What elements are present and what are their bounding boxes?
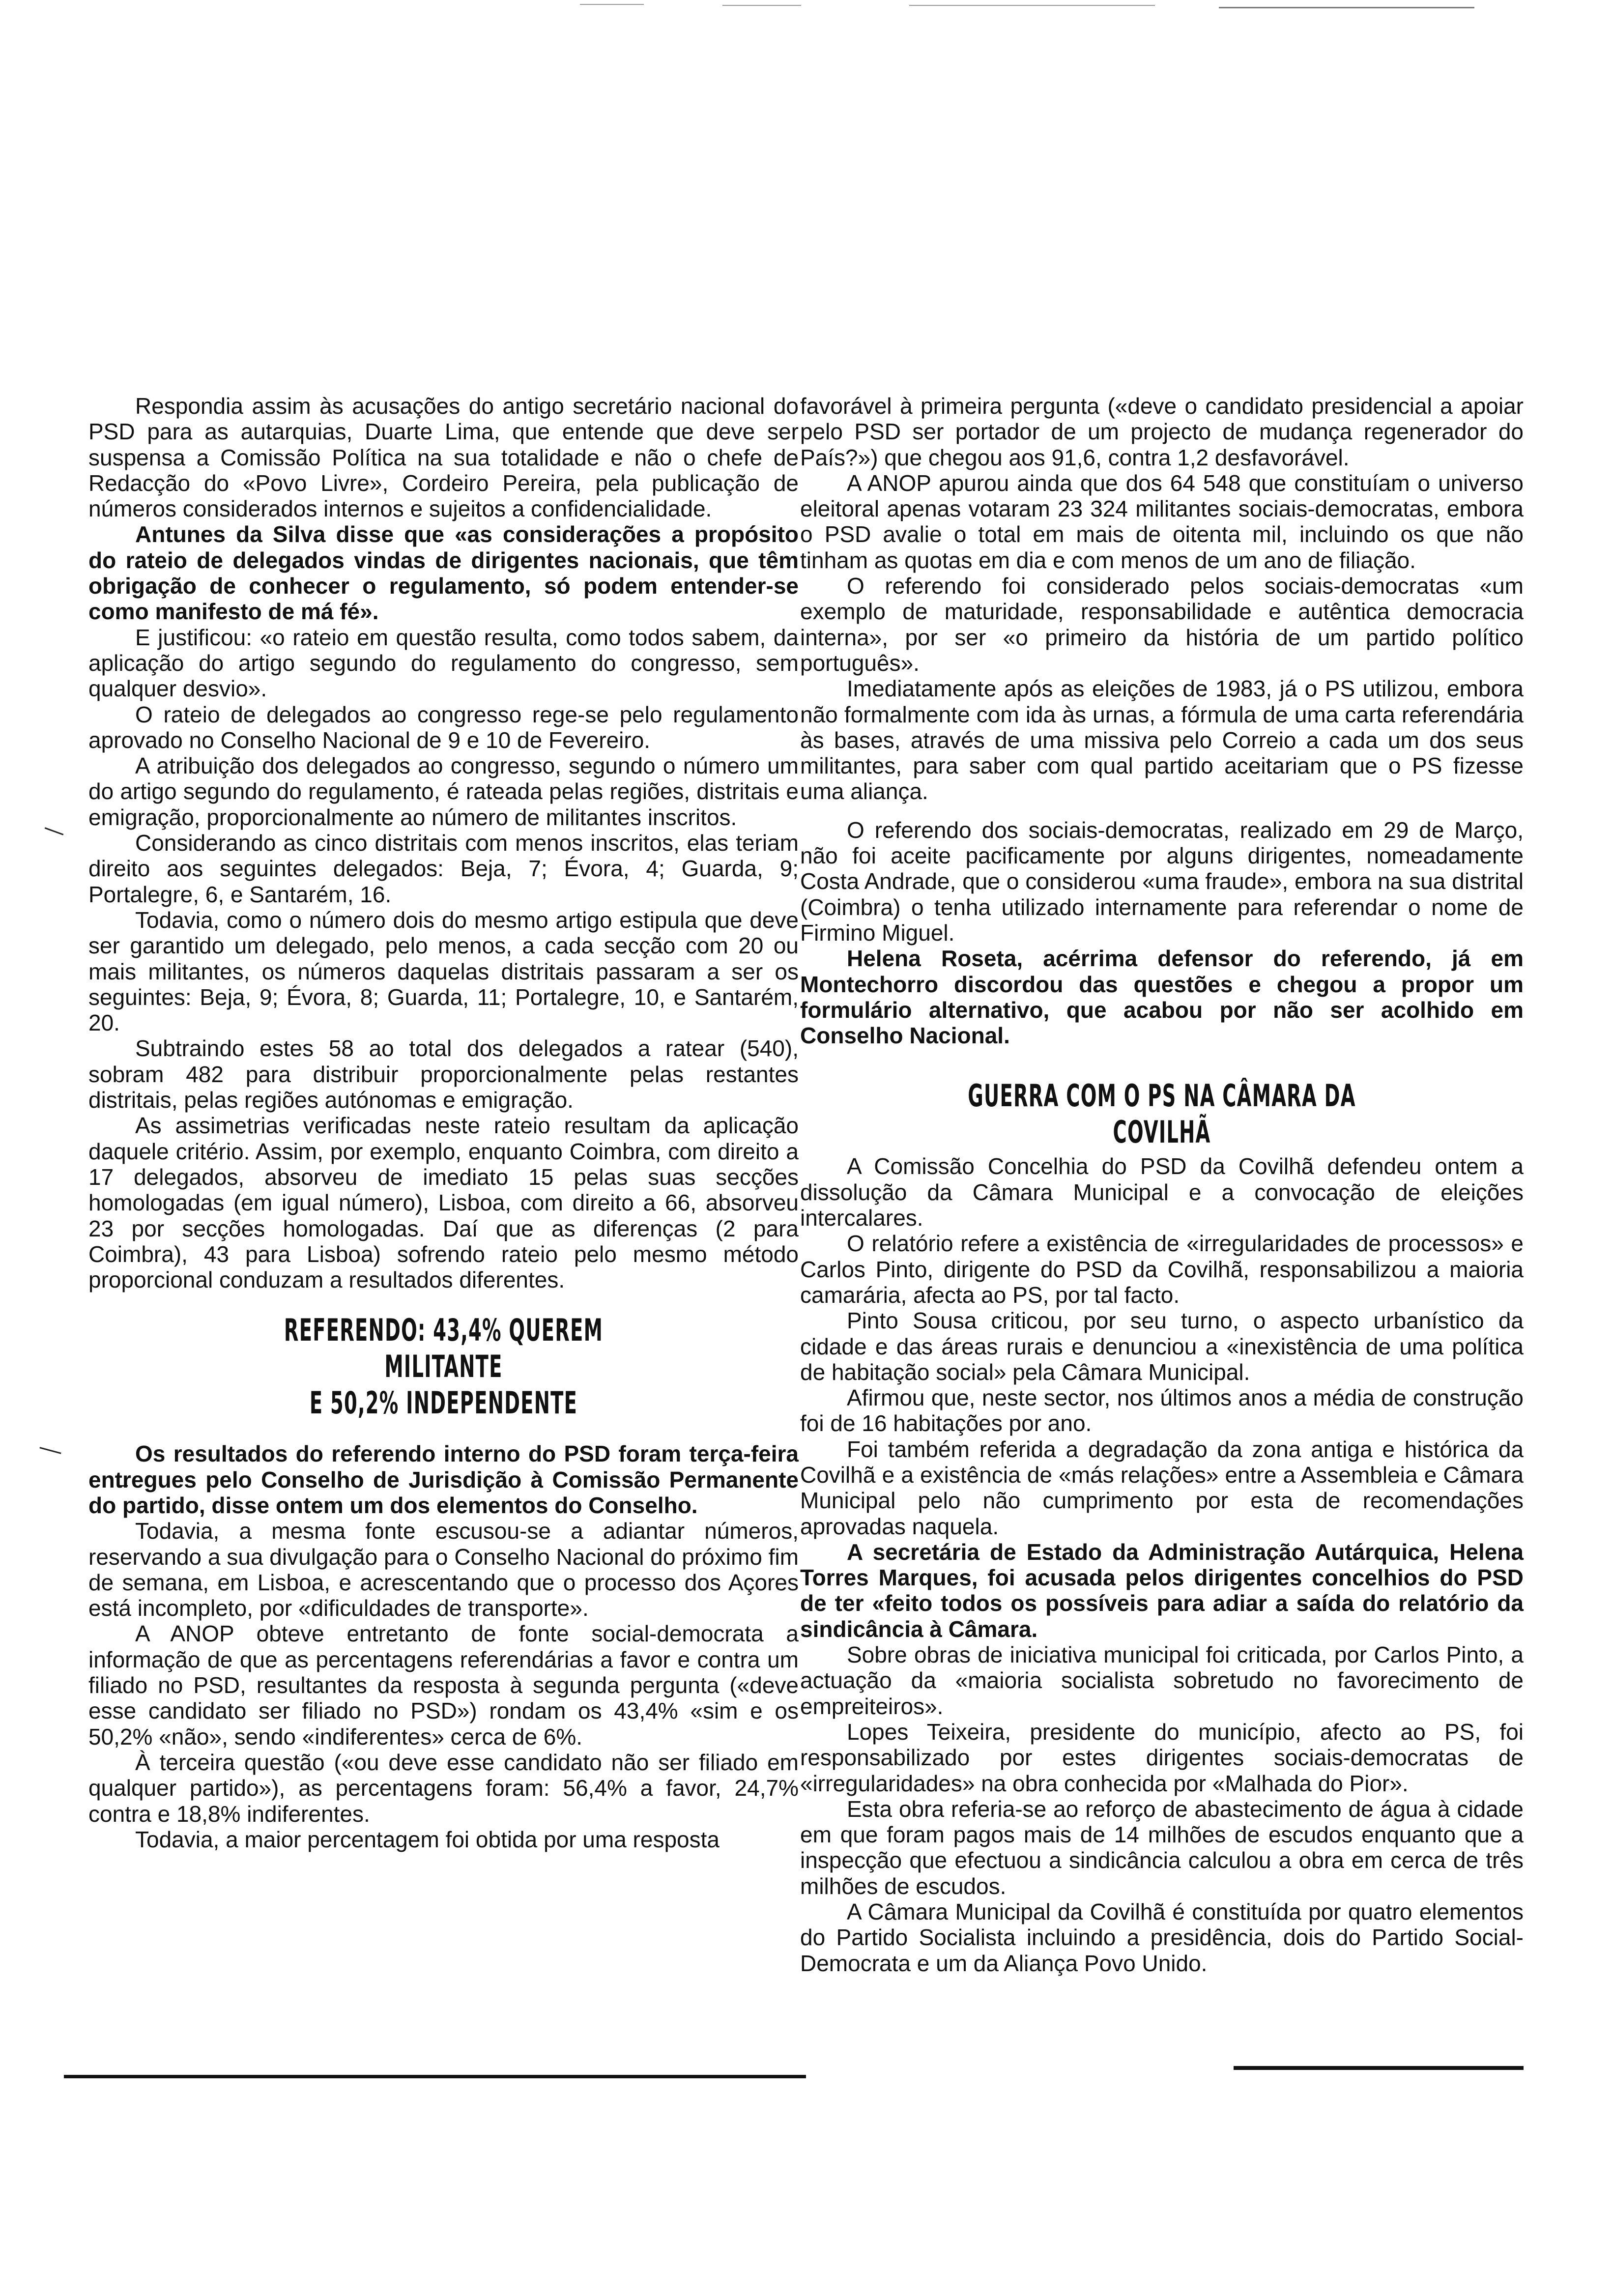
paragraph: O referendo foi considerado pelos sociais-democratas «um exemplo de maturidade, responsabilidade e autêntica democracia interna», por ser «o primeiro da história de um partido político português». xyxy=(800,573,1524,676)
paragraph: Sobre obras de iniciativa municipal foi criticada, por Carlos Pinto, a actuação da «maioria socialista sobretudo no favorecimento de empreiteiros». xyxy=(800,1642,1524,1719)
paragraph: Subtraindo estes 58 ao total dos delegados a ratear (540), sobram 482 para distribuir proporcionalmente pelas restantes distritais, pelas regiões autónomas e emigração. xyxy=(88,1035,799,1113)
bottom-rule-right xyxy=(1234,2066,1524,2070)
paragraph: Afirmou que, neste sector, nos últimos anos a média de construção foi de 16 habitações por ano. xyxy=(800,1385,1524,1436)
margin-mark xyxy=(39,1447,61,1454)
margin-mark xyxy=(45,827,64,835)
top-scan-line xyxy=(580,4,644,5)
section-heading-covilha: GUERRA COM O PS NA CÂMARA DA COVILHÃ xyxy=(968,1078,1356,1150)
paragraph: Esta obra referia-se ao reforço de abastecimento de água à cidade em que foram pagos mais de 14 milhões de escudos enquanto que a inspecção que efectuou a sindicância calculou a obra em cerca de três milhões de escudos. xyxy=(800,1796,1524,1899)
paragraph: Helena Roseta, acérrima defensor do referendo, já em Montechorro discordou das questões e chegou a propor um formulário alternativo, que acabou por não ser acolhido em Conselho Nacional. xyxy=(800,946,1524,1049)
paragraph: A ANOP apurou ainda que dos 64 548 que constituíam o universo eleitoral apenas votaram 23 324 militantes sociais-democratas, embora o PSD avalie o total em mais de oitenta mil, incluindo os que não tinham as quotas em dia e com menos de um ano de filiação. xyxy=(800,470,1524,573)
paragraph: A atribuição dos delegados ao congresso, segundo o número um do artigo segundo do regulamento, é rateada pelas regiões, distritais e emigração, proporcionalmente ao número de militantes inscritos. xyxy=(88,753,799,830)
top-scan-line xyxy=(909,5,1155,6)
left-column xyxy=(88,393,799,1852)
paragraph: Todavia, a maior percentagem foi obtida por uma resposta xyxy=(135,1826,720,1852)
bottom-rule-left xyxy=(64,2075,806,2078)
paragraph: Foi também referida a degradação da zona antiga e histórica da Covilhã e a existência de «más relações» entre a Assembleia e Câmara Municipal pelo não cumprimento por esta de recomendações aprovadas naquela. xyxy=(800,1436,1524,1539)
paragraph: Os resultados do referendo interno do PSD foram terça-feira entregues pelo Conselho de Jurisdição à Comissão Permanente do partido, disse ontem um dos elementos do Conselho. xyxy=(88,1441,799,1518)
paragraph: A Comissão Concelhia do PSD da Covilhã defendeu ontem a dissolução da Câmara Municipal e a convocação de eleições intercalares. xyxy=(800,1153,1524,1231)
paragraph: Pinto Sousa criticou, por seu turno, o aspecto urbanístico da cidade e das áreas rurais e denunciou a «inexistência de uma política de habitação social» pela Câmara Municipal. xyxy=(800,1308,1524,1385)
top-scan-line xyxy=(722,5,801,6)
paragraph: Imediatamente após as eleições de 1983, já o PS utilizou, embora não formalmente com ida às urnas, a fórmula de uma carta referendária às bases, através de uma missiva pelo Correio a cada um dos seus militantes, para saber com qual partido aceitariam que o PS fizesse uma aliança. xyxy=(800,676,1524,804)
top-scan-line xyxy=(1219,7,1474,8)
heading-line: E 50,2% INDEPENDENTE xyxy=(309,1385,578,1421)
paragraph: À terceira questão («ou deve esse candidato não ser filiado em qualquer partido»), as percentagens foram: 56,4% a favor, 24,7% contra e 18,8% indiferentes. xyxy=(88,1749,799,1827)
paragraph: Lopes Teixeira, presidente do município, afecto ao PS, foi responsabilizado por estes dirigentes sociais-democratas de «irregularidades» na obra conhecida por «Malhada do Pior». xyxy=(800,1719,1524,1796)
paragraph: Todavia, como o número dois do mesmo artigo estipula que deve ser garantido um delegado, pelo menos, a cada secção com 20 ou mais militantes, os números daquelas distritais passaram a ser os seguintes: Beja, 9; Évora, 8; Guarda, 11; Portalegre, 10, e Santarém, 20. xyxy=(88,907,799,1036)
paragraph: As assimetrias verificadas neste rateio resultam da aplicação daquele critério. Assim, por exemplo, enquanto Coimbra, com direito a 17 delegados, absorveu de imediato 15 pelas suas secções homologadas (em igual número), Lisboa, com direito a 66, absorveu 23 por secções homologadas. Daí que as diferenças (2 para Coimbra), 43 para Lisboa) sofrendo rateio pelo mesmo método proporcional conduzam a resultados diferentes. xyxy=(88,1113,799,1293)
paragraph: A Câmara Municipal da Covilhã é constituída por quatro elementos do Partido Socialista incluindo a presidência, dois do Partido Social-Democrata e um da Aliança Povo Unido. xyxy=(800,1899,1524,1976)
paragraph: Todavia, a mesma fonte escusou-se a adiantar números, reservando a sua divulgação para o Conselho Nacional do próximo fim de semana, em Lisboa, e acrescentando que o processo dos Açores está incompleto, por «dificuldades de transporte». xyxy=(88,1518,799,1621)
paragraph: O relatório refere a existência de «irregularidades de processos» e Carlos Pinto, dirigente do PSD da Covilhã, responsabilizou a maioria camarária, afecta ao PS, por tal facto. xyxy=(800,1231,1524,1308)
heading-line: REFERENDO: 43,4% QUEREM MILITANTE xyxy=(284,1312,604,1385)
paragraph: E justificou: «o rateio em questão resulta, como todos sabem, da aplicação do artigo segundo do regulamento do congresso, sem qualquer desvio». xyxy=(88,624,799,702)
paragraph: A ANOP obteve entretanto de fonte social-democrata a informação de que as percentagens referendárias a favor e contra um filiado no PSD, resultantes da resposta à segunda pergunta («deve esse candidato ser filiado no PSD») rondam os 43,4% «sim e os 50,2% «não», sendo «indiferentes» cerca de 6%. xyxy=(88,1621,799,1750)
paragraph: favorável à primeira pergunta («deve o candidato presidencial a apoiar pelo PSD ser portador de um projecto de mudança regenerador do País?») que chegou aos 91,6, contra 1,2 desfavorável. xyxy=(800,393,1524,470)
paragraph: Respondia assim às acusações do antigo secretário nacional do PSD para as autarquias, Duarte Lima, que entende que deve ser suspensa a Comissão Política na sua totalidade e não o chefe de Redacção do «Povo Livre», Cordeiro Pereira, pela publicação de números considerados internos e sujeitos a confidencialidade. xyxy=(88,393,799,522)
right-column xyxy=(800,393,1524,1976)
section-heading-referendo xyxy=(224,1312,664,1421)
paragraph: Considerando as cinco distritais com menos inscritos, elas teriam direito aos seguintes delegados: Beja, 7; Évora, 4; Guarda, 9; Portalegre, 6, e Santarém, 16. xyxy=(88,830,799,907)
paragraph: O referendo dos sociais-democratas, realizado em 29 de Março, não foi aceite pacificamente por alguns dirigentes, nomeadamente Costa Andrade, que o considerou «uma fraude», embora na sua distrital (Coimbra) o tenha utilizado internamente para referendar o nome de Firmino Miguel. xyxy=(800,817,1524,946)
paragraph: Antunes da Silva disse que «as considerações a propósito do rateio de delegados vindas de dirigentes nacionais, que têm obrigação de conhecer o regulamento, só podem entender-se como manifesto de má fé». xyxy=(88,521,799,625)
paragraph: O rateio de delegados ao congresso rege-se pelo regulamento aprovado no Conselho Nacional de 9 e 10 de Fevereiro. xyxy=(88,701,799,753)
paragraph: A secretária de Estado da Administração Autárquica, Helena Torres Marques, foi acusada pelos dirigentes concelhios do PSD de ter «feito todos os possíveis para adiar a saída do relatório da sindicância à Câmara. xyxy=(800,1539,1524,1642)
